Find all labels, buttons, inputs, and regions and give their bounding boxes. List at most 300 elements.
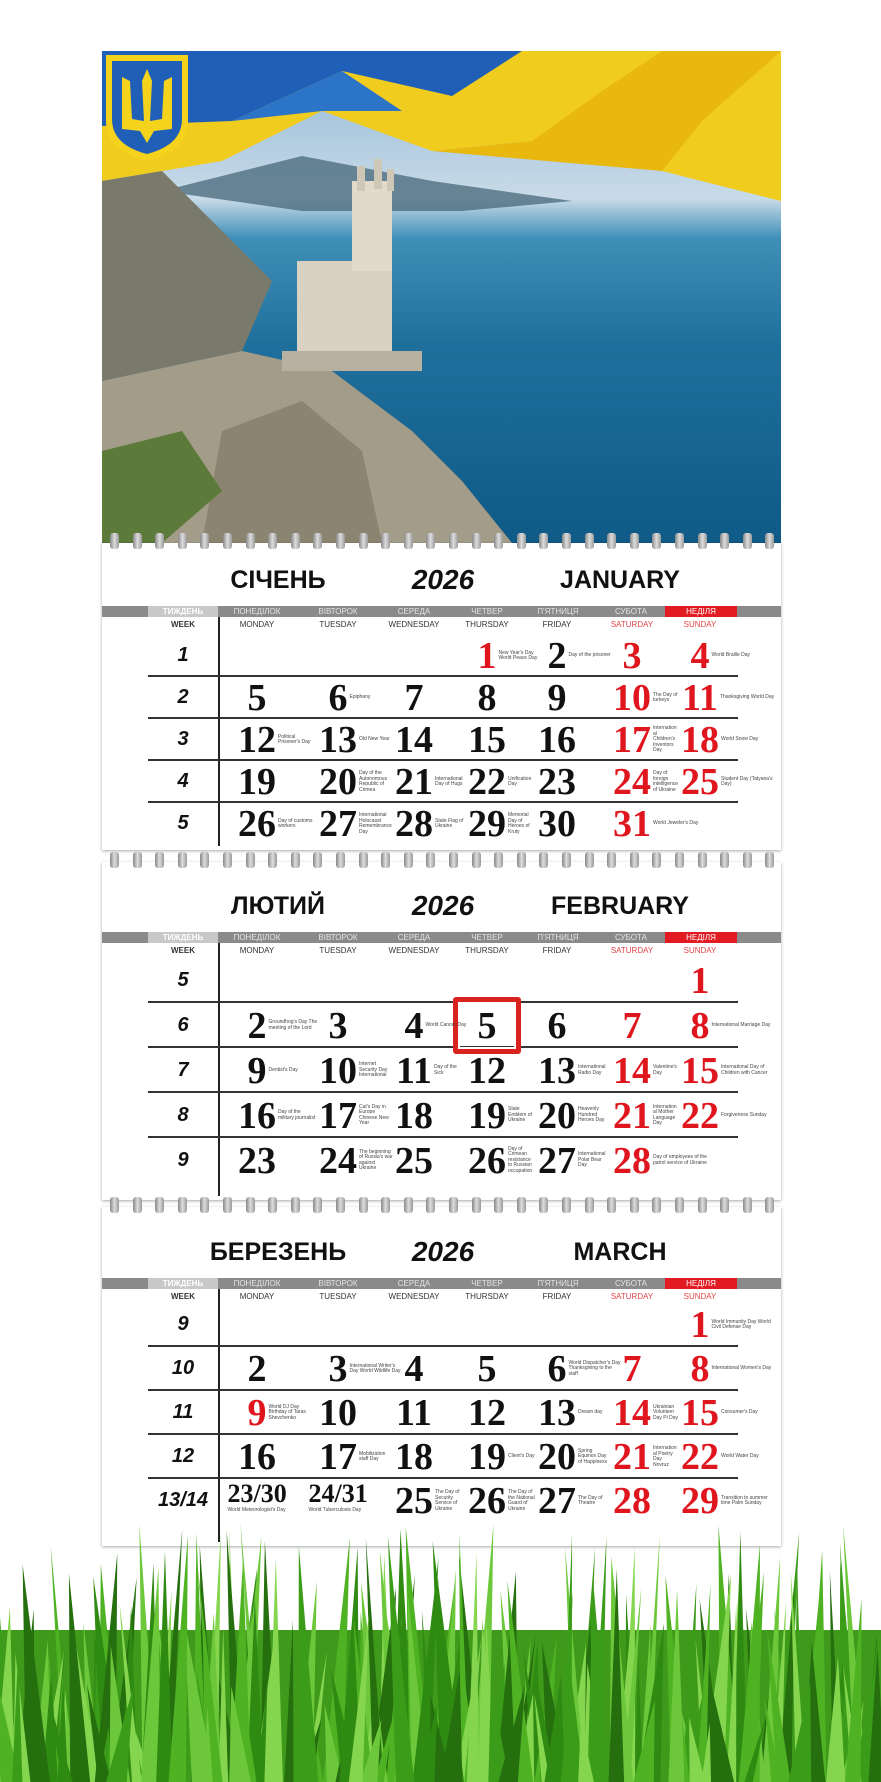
day-cell[interactable]: 1 [690, 959, 710, 1002]
day-cell[interactable]: 11 [396, 1392, 432, 1434]
spiral-ring [110, 1197, 119, 1213]
day-cell[interactable]: 14 [395, 719, 433, 761]
weekday-ua-0: ТИЖДЕНЬ [148, 932, 218, 943]
day-cell[interactable]: 10 [319, 1392, 357, 1434]
spiral-ring [562, 1197, 571, 1213]
holiday-note: Day of the Autonomous Republic of Crimea [359, 770, 388, 793]
spiral-ring [585, 852, 594, 868]
spiral-ring [246, 1197, 255, 1213]
spiral-ring [246, 533, 255, 549]
spiral-ring [449, 852, 458, 868]
spiral-ring [155, 852, 164, 868]
spiral-ring [268, 533, 277, 549]
day-cell[interactable]: 23 [238, 1139, 276, 1182]
spiral-ring [720, 533, 729, 549]
spiral-ring [133, 533, 142, 549]
holiday-note: Transition to summer time Palm Sunday [721, 1494, 768, 1507]
weekday-ua-7: НЕДІЛЯ [665, 932, 737, 943]
day-cell[interactable]: 28 [613, 1480, 651, 1522]
spiral-ring [517, 852, 526, 868]
holiday-note: Dream day [578, 1409, 603, 1415]
holiday-note: Day of the prisoner [568, 652, 611, 658]
day-cell[interactable]: 12 [238, 719, 276, 761]
spiral-ring [449, 533, 458, 549]
day-cell[interactable]: 1 [690, 1304, 710, 1346]
month-page-february [102, 862, 781, 1200]
day-cell[interactable]: 27 [319, 803, 357, 845]
grass-decoration [0, 1500, 881, 1782]
weekday-en-1: MONDAY [239, 1292, 275, 1301]
spiral-ring [585, 533, 594, 549]
spiral-ring [200, 533, 209, 549]
coat-of-arms-icon [102, 51, 192, 163]
day-cell[interactable]: 15 [468, 719, 506, 761]
spiral-ring [223, 852, 232, 868]
day-cell[interactable]: 3 [622, 635, 642, 677]
spiral-ring [133, 852, 142, 868]
day-cell[interactable]: 6 [328, 677, 348, 719]
spiral-ring [381, 852, 390, 868]
day-cell[interactable]: 19 [238, 761, 276, 803]
spiral-ring [517, 533, 526, 549]
swallows-nest-castle-scene [102, 51, 781, 543]
day-cell[interactable]: 22 [681, 1094, 719, 1137]
spiral-ring [630, 852, 639, 868]
day-cell[interactable]: 13 [319, 719, 357, 761]
spiral-ring [539, 1197, 548, 1213]
weekday-header-bar [102, 932, 781, 943]
weekday-ua-5: П'ЯТНИЦЯ [537, 933, 579, 942]
weekday-en-0: WEEK [171, 620, 195, 629]
day-cell[interactable]: 5 [477, 1348, 497, 1390]
month-name-en: JANUARY [560, 566, 680, 594]
month-name-en: MARCH [573, 1238, 667, 1266]
day-cell[interactable]: 7 [404, 677, 424, 719]
spiral-ring [472, 533, 481, 549]
month-page-january [102, 543, 781, 850]
weekday-ua-1: ПОНЕДІЛОК [233, 933, 281, 942]
day-cell[interactable]: 20 [538, 1436, 576, 1478]
day-cell[interactable]: 28 [395, 803, 433, 845]
holiday-note: Student Day (Tatyana's Day) [721, 775, 773, 788]
week-number: 3 [177, 728, 189, 750]
day-cell[interactable]: 20 [538, 1094, 576, 1137]
holiday-note: The beginning of Russia's war against Ukraine [359, 1148, 393, 1172]
day-cell[interactable]: 17 [319, 1436, 357, 1478]
weekday-en-0: WEEK [171, 1292, 195, 1301]
day-cell[interactable]: 16 [238, 1094, 276, 1137]
holiday-note: World Tuberculosis Day [308, 1507, 362, 1513]
spiral-ring [539, 852, 548, 868]
spiral-ring [404, 1197, 413, 1213]
holiday-note: Groundhog's Day The meeting of the Lord [268, 1019, 318, 1031]
week-row [148, 1303, 738, 1347]
weekday-ua-2: ВІВТОРОК [318, 1279, 358, 1288]
day-cell[interactable]: 24 [319, 1139, 357, 1182]
spiral-ring [675, 533, 684, 549]
spiral-ring [336, 533, 345, 549]
spiral-ring [494, 1197, 503, 1213]
week-number: 13/14 [157, 1489, 209, 1511]
day-cell[interactable]: 18 [395, 1094, 433, 1137]
holiday-note: International Writer's Day World Wildlife Day [349, 1362, 401, 1375]
week-number: 1 [177, 644, 189, 666]
day-cell[interactable]: 12 [468, 1392, 506, 1434]
week-row [148, 1347, 738, 1391]
weekday-ua-3: СЕРЕДА [397, 607, 431, 616]
spiral-ring [517, 1197, 526, 1213]
spiral-ring [291, 533, 300, 549]
holiday-note: World Dispatcher's Day Thanksgiving to the staff [568, 1359, 621, 1377]
day-cell[interactable]: 2 [247, 1348, 267, 1390]
year-label: 2026 [411, 1236, 475, 1267]
holiday-note: Internet Security Day International [359, 1061, 388, 1079]
spiral-ring [359, 852, 368, 868]
day-cell[interactable]: 17 [613, 719, 651, 761]
week-row [148, 958, 738, 1003]
spiral-ring [720, 1197, 729, 1213]
spiral-ring [381, 1197, 390, 1213]
day-cell[interactable]: 11 [682, 677, 718, 719]
week-number: 12 [171, 1445, 195, 1467]
spiral-ring [562, 533, 571, 549]
day-cell[interactable]: 8 [690, 1004, 710, 1047]
holiday-note: International Radio Day [578, 1064, 606, 1076]
day-cell[interactable]: 17 [319, 1094, 357, 1137]
day-cell[interactable]: 9 [247, 1392, 267, 1434]
day-cell[interactable]: 6 [547, 1348, 567, 1390]
weekday-en-5: FRIDAY [542, 620, 572, 629]
month-name-ua: ЛЮТИЙ [231, 892, 325, 920]
spiral-ring [426, 533, 435, 549]
day-cell[interactable]: 18 [681, 719, 719, 761]
spiral-ring [494, 852, 503, 868]
weekday-header-bar [102, 606, 781, 617]
weekday-en-3: WEDNESDAY [388, 946, 440, 955]
weekday-ua-0: ТИЖДЕНЬ [148, 1278, 218, 1289]
holiday-note: World Cancer Day [425, 1021, 467, 1028]
weekday-en-2: TUESDAY [319, 946, 357, 955]
holiday-note: Forgiveness Sunday [721, 1111, 767, 1118]
week-number: 5 [177, 968, 189, 991]
holiday-note: Heavenly Hundred Heroes Day [578, 1106, 605, 1124]
day-cell[interactable]: 13 [538, 1049, 576, 1092]
holiday-note: The Day of Theatre [578, 1494, 603, 1507]
day-cell[interactable]: 18 [395, 1436, 433, 1478]
month-name-en: FEBRUARY [551, 892, 689, 920]
holiday-note: Thanksgiving World Day [720, 694, 775, 700]
day-cell[interactable]: 24/31 [308, 1479, 368, 1508]
year-label: 2026 [411, 564, 475, 595]
holiday-note: International Children's Inventors Day [653, 725, 677, 754]
spiral-binding [102, 533, 781, 551]
spiral-ring [313, 1197, 322, 1213]
day-cell[interactable]: 4 [404, 1348, 424, 1390]
spiral-ring [743, 1197, 752, 1213]
weekday-en-3: WEDNESDAY [388, 620, 440, 629]
weekday-en-5: FRIDAY [542, 1292, 572, 1301]
week-number: 10 [171, 1357, 195, 1379]
holiday-note: World DJ Day Birthday of Taras Shevchenko [268, 1403, 306, 1421]
day-cell[interactable]: 28 [613, 1139, 651, 1182]
spiral-ring [404, 533, 413, 549]
day-cell[interactable]: 25 [395, 1480, 433, 1522]
spiral-ring [155, 533, 164, 549]
spiral-ring [630, 1197, 639, 1213]
holiday-note: International Holocaust Remembrance Day [359, 812, 392, 835]
weekday-en-7: SUNDAY [683, 946, 717, 955]
holiday-note: Day of foreign intelligence of Ukraine [653, 770, 679, 793]
holiday-note: International Mother Language Day [653, 1103, 677, 1127]
holiday-note: Day of employees of the patrol service of Ukraine [653, 1154, 707, 1166]
day-cell[interactable]: 6 [547, 1004, 567, 1047]
week-number: 5 [177, 812, 189, 834]
spiral-ring [336, 852, 345, 868]
weekday-header-bar [102, 1278, 781, 1289]
weekday-en-6: SATURDAY [610, 620, 654, 629]
spiral-ring [223, 1197, 232, 1213]
weekday-ua-1: ПОНЕДІЛОК [233, 607, 281, 616]
holiday-note: Memorial Day of Heroes of Kruty [508, 812, 530, 835]
day-cell[interactable]: 10 [613, 677, 651, 719]
weekday-ua-5: П'ЯТНИЦЯ [537, 607, 579, 616]
holiday-note: Unification Day [508, 775, 532, 788]
weekday-en-1: MONDAY [239, 620, 275, 629]
week-number: 11 [172, 1401, 194, 1423]
day-cell[interactable]: 9 [547, 677, 567, 719]
day-cell[interactable]: 1 [477, 635, 497, 677]
spiral-ring [178, 1197, 187, 1213]
holiday-note: World Jeweler's Day [653, 820, 699, 826]
day-cell[interactable]: 8 [477, 677, 497, 719]
week-number: 6 [177, 1013, 189, 1036]
day-cell[interactable]: 16 [238, 1436, 276, 1478]
holiday-note: Day of customs workers [278, 817, 313, 830]
day-cell[interactable]: 21 [395, 761, 433, 803]
spiral-binding [102, 1197, 781, 1215]
holiday-note: Consumer's Day [721, 1409, 758, 1415]
day-cell[interactable]: 3 [328, 1348, 348, 1390]
day-cell[interactable]: 27 [538, 1480, 576, 1522]
weekday-ua-1: ПОНЕДІЛОК [233, 1279, 281, 1288]
spiral-ring [652, 852, 661, 868]
holiday-note: Political Prisoner's Day [278, 733, 311, 746]
day-cell[interactable]: 2 [547, 635, 567, 677]
spiral-ring [359, 533, 368, 549]
day-cell[interactable]: 19 [468, 1094, 506, 1137]
week-row [148, 635, 738, 677]
day-cell[interactable]: 7 [622, 1348, 642, 1390]
day-cell[interactable]: 14 [613, 1392, 651, 1434]
day-cell[interactable]: 23 [538, 761, 576, 803]
holiday-note: Old New Year [359, 736, 390, 742]
day-cell[interactable]: 31 [613, 803, 651, 845]
holiday-note: The Day of Security Service of Ukraine [435, 1489, 460, 1512]
month-page-march [102, 1207, 781, 1546]
weekday-ua-7: НЕДІЛЯ [665, 1278, 737, 1289]
month-name-ua: СІЧЕНЬ [230, 566, 326, 594]
spiral-ring [472, 1197, 481, 1213]
spiral-ring [313, 533, 322, 549]
holiday-note: International Women's Day [711, 1365, 772, 1371]
day-cell[interactable]: 30 [538, 803, 576, 845]
day-cell[interactable]: 2 [247, 1004, 267, 1047]
weekday-ua-4: ЧЕТВЕР [471, 607, 503, 616]
weekday-ua-6: СУБОТА [615, 933, 647, 942]
day-cell[interactable]: 20 [319, 761, 357, 803]
day-cell[interactable]: 5 [477, 1004, 497, 1047]
holiday-note: International Day of Hugs [435, 775, 463, 788]
day-cell[interactable]: 23/30 [227, 1479, 287, 1508]
spiral-ring [675, 852, 684, 868]
holiday-note: Spring Equinox Day of Happiness [578, 1447, 608, 1465]
day-cell[interactable]: 13 [538, 1392, 576, 1434]
holiday-note: State Emblem of Ukraine [508, 1106, 532, 1124]
spiral-ring [698, 1197, 707, 1213]
spiral-ring [585, 1197, 594, 1213]
day-cell[interactable]: 3 [328, 1004, 348, 1047]
spiral-ring [223, 533, 232, 549]
holiday-note: Day of the military journalist [278, 1109, 316, 1121]
weekday-en-5: FRIDAY [542, 946, 572, 955]
spiral-ring [449, 1197, 458, 1213]
spiral-ring [539, 533, 548, 549]
weekday-en-4: THURSDAY [465, 620, 509, 629]
weekday-ua-4: ЧЕТВЕР [471, 933, 503, 942]
spiral-ring [675, 1197, 684, 1213]
spiral-ring [404, 852, 413, 868]
weekday-ua-5: П'ЯТНИЦЯ [537, 1279, 579, 1288]
weekday-en-7: SUNDAY [683, 1292, 717, 1301]
day-cell[interactable]: 11 [396, 1049, 432, 1092]
week-number: 4 [177, 770, 189, 792]
spiral-ring [562, 852, 571, 868]
spiral-ring [765, 852, 774, 868]
day-cell[interactable]: 27 [538, 1139, 576, 1182]
day-cell[interactable]: 10 [319, 1049, 357, 1092]
spiral-ring [472, 852, 481, 868]
weekday-en-0: WEEK [171, 946, 195, 955]
spiral-ring [155, 1197, 164, 1213]
calendar-photo [102, 51, 781, 543]
day-cell[interactable]: 29 [681, 1480, 719, 1522]
spiral-ring [336, 1197, 345, 1213]
day-cell[interactable]: 29 [468, 803, 506, 845]
weekday-ua-4: ЧЕТВЕР [471, 1279, 503, 1288]
weekday-en-2: TUESDAY [319, 1292, 357, 1301]
spiral-ring [426, 852, 435, 868]
day-cell[interactable]: 14 [613, 1049, 651, 1092]
holiday-note: World Water Day [721, 1453, 759, 1459]
spiral-ring [178, 852, 187, 868]
day-cell[interactable]: 15 [681, 1049, 719, 1092]
day-cell[interactable]: 21 [613, 1094, 651, 1137]
week-number: 9 [177, 1148, 189, 1171]
spiral-ring [291, 1197, 300, 1213]
spiral-ring [494, 533, 503, 549]
weekday-ua-6: СУБОТА [615, 607, 647, 616]
day-cell[interactable]: 16 [538, 719, 576, 761]
weekday-ua-7: НЕДІЛЯ [665, 606, 737, 617]
weekday-en-7: SUNDAY [683, 620, 717, 629]
spiral-binding [102, 852, 781, 870]
holiday-note: The Day of turkeys [653, 691, 678, 704]
weekday-en-4: THURSDAY [465, 1292, 509, 1301]
spiral-ring [200, 852, 209, 868]
holiday-note: Ukrainian Volunteer Day Pi Day [653, 1403, 679, 1421]
spiral-ring [698, 852, 707, 868]
day-cell[interactable]: 25 [395, 1139, 433, 1182]
spiral-ring [630, 533, 639, 549]
day-cell[interactable]: 9 [247, 1049, 267, 1092]
spiral-ring [743, 533, 752, 549]
holiday-note: Mobilization staff Day [359, 1450, 386, 1463]
holiday-note: Day of Crimean resistance to Russian occupation [508, 1145, 533, 1174]
holiday-note: World Braille Day [711, 652, 751, 658]
holiday-note: World Meteorologist's Day [227, 1507, 286, 1513]
spiral-ring [426, 1197, 435, 1213]
spiral-ring [268, 852, 277, 868]
holiday-note: Cat's Day in Europe Chinese New Year [359, 1103, 389, 1127]
weekday-en-6: SATURDAY [610, 1292, 654, 1301]
month-name-ua: БЕРЕЗЕНЬ [209, 1238, 347, 1266]
spiral-ring [133, 1197, 142, 1213]
day-cell[interactable]: 4 [690, 635, 710, 677]
spiral-ring [765, 1197, 774, 1213]
year-label: 2026 [411, 890, 475, 921]
day-cell[interactable]: 26 [468, 1480, 506, 1522]
day-cell[interactable]: 5 [247, 677, 267, 719]
day-cell[interactable]: 22 [468, 761, 506, 803]
day-cell[interactable]: 21 [613, 1436, 651, 1478]
week-number: 9 [177, 1313, 189, 1335]
day-cell[interactable]: 22 [681, 1436, 719, 1478]
day-cell[interactable]: 26 [238, 803, 276, 845]
holiday-note: Valentine's Day [653, 1064, 677, 1076]
day-cell[interactable]: 7 [622, 1004, 642, 1047]
day-cell[interactable]: 24 [613, 761, 651, 803]
spiral-ring [110, 533, 119, 549]
holiday-note: State Flag of Ukraine [435, 817, 464, 830]
weekday-en-4: THURSDAY [465, 946, 509, 955]
day-cell[interactable]: 25 [681, 761, 719, 803]
spiral-ring [743, 852, 752, 868]
day-cell[interactable]: 4 [404, 1004, 424, 1047]
spiral-ring [607, 1197, 616, 1213]
spiral-ring [200, 1197, 209, 1213]
spiral-ring [607, 852, 616, 868]
holiday-note: World Immunity Day World Civil Defense Day [711, 1318, 771, 1331]
spiral-ring [313, 852, 322, 868]
day-cell[interactable]: 12 [468, 1049, 506, 1092]
spiral-ring [178, 533, 187, 549]
spiral-ring [607, 533, 616, 549]
spiral-ring [291, 852, 300, 868]
day-cell[interactable]: 15 [681, 1392, 719, 1434]
spiral-ring [652, 1197, 661, 1213]
holiday-note: Day of the Sick [434, 1064, 457, 1076]
weekday-ua-0: ТИЖДЕНЬ [148, 606, 218, 617]
week-number: 2 [177, 686, 189, 708]
spiral-ring [720, 852, 729, 868]
day-cell[interactable]: 19 [468, 1436, 506, 1478]
weekday-en-3: WEDNESDAY [388, 1292, 440, 1301]
spiral-ring [246, 852, 255, 868]
day-cell[interactable]: 26 [468, 1139, 506, 1182]
holiday-note: International Day of Children with Cancer [721, 1064, 768, 1076]
holiday-note: Epiphany [349, 694, 371, 700]
day-cell[interactable]: 8 [690, 1348, 710, 1390]
